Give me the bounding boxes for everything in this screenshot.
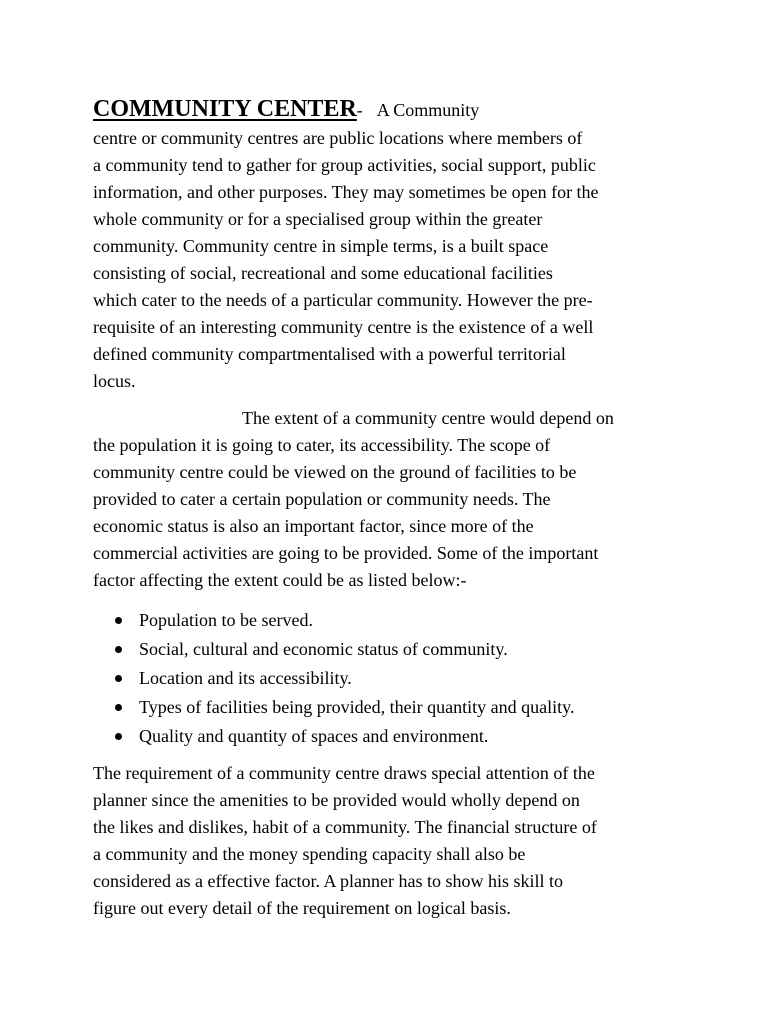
paragraph-line: centre or community centres are public locations where members of [93,128,583,148]
paragraph-3 [93,760,683,922]
bullet-list [93,606,683,751]
paragraph-1 [93,125,683,395]
paragraph-line: the likes and dislikes, habit of a community. The financial structure of [93,817,597,837]
paragraph-line: The requirement of a community centre draws special attention of the [93,763,595,783]
list-item [93,722,683,751]
paragraph-line: defined community compartmentalised with a powerful territorial [93,344,566,364]
paragraph-line: information, and other purposes. They may sometimes be open for the [93,182,599,202]
paragraph-line: which cater to the needs of a particular community. However the pre- [93,290,593,310]
paragraph-line: a community and the money spending capacity shall also be [93,844,526,864]
title-dash: - [356,100,363,120]
bullet-icon [115,733,122,740]
paragraph-line: consisting of social, recreational and some educational facilities [93,263,553,283]
paragraph-line: commercial activities are going to be provided. Some of the important [93,543,599,563]
list-item-text: Population to be served. [139,610,313,630]
paragraph-line: a community tend to gather for group activities, social support, public [93,155,596,175]
paragraph-line: community. Community centre in simple terms, is a built space [93,236,549,256]
page-title: COMMUNITY CENTER [93,96,357,122]
document-page [93,93,683,922]
list-item-text: Location and its accessibility. [139,668,352,688]
paragraph-line: figure out every detail of the requirement on logical basis. [93,898,511,918]
paragraph-line: community centre could be viewed on the ground of facilities to be [93,462,577,482]
paragraph-2 [93,405,683,594]
bullet-icon [115,704,122,711]
list-item-text: Social, cultural and economic status of community. [139,639,508,659]
list-item [93,606,683,635]
paragraph-line: The extent of a community centre would depend on [242,408,614,428]
paragraph-line: whole community or for a specialised group within the greater [93,209,543,229]
paragraph-line: economic status is also an important factor, since more of the [93,516,534,536]
list-item-text: Quality and quantity of spaces and environment. [139,726,489,746]
list-item [93,635,683,664]
paragraph-line: factor affecting the extent could be as listed below:- [93,570,467,590]
bullet-icon [115,646,122,653]
paragraph-line: provided to cater a certain population or community needs. The [93,489,551,509]
heading-line [93,93,683,125]
paragraph-line: requisite of an interesting community centre is the existence of a well [93,317,594,337]
list-item-text: Types of facilities being provided, their quantity and quality. [139,697,575,717]
paragraph-line: locus. [93,371,136,391]
paragraph-line: planner since the amenities to be provided would wholly depend on [93,790,580,810]
bullet-icon [115,617,122,624]
title-intro: A Community [376,100,480,120]
list-item [93,664,683,693]
paragraph-line: the population it is going to cater, its accessibility. The scope of [93,435,551,455]
paragraph-line: considered as a effective factor. A planner has to show his skill to [93,871,564,891]
list-item [93,693,683,722]
bullet-icon [115,675,122,682]
